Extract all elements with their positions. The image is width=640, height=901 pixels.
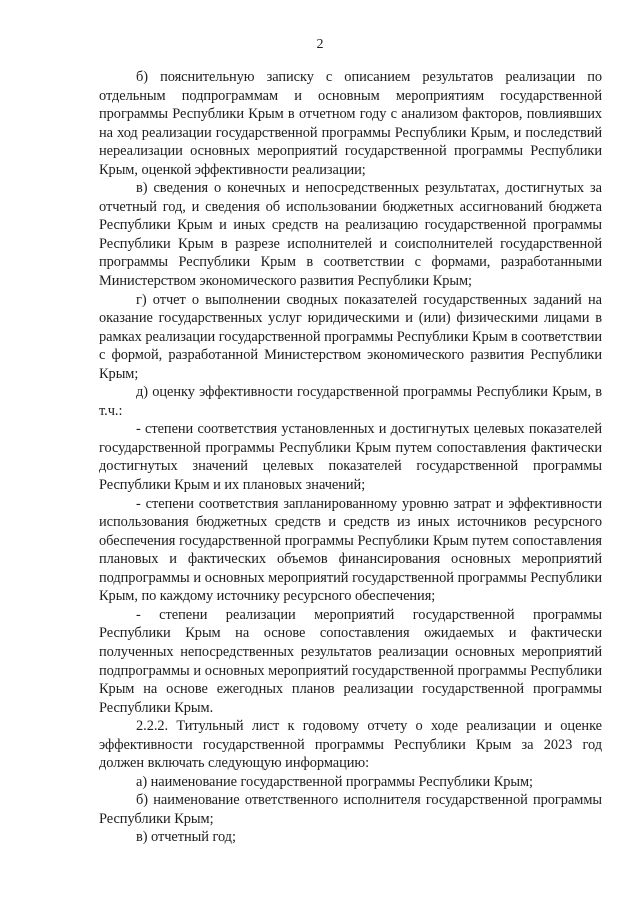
list-item-responsible-executor: б) наименование ответственного исполнителя государственной программы Республики Крым;: [99, 792, 602, 827]
list-item-reporting-year: в) отчетный год;: [136, 829, 236, 846]
paragraph-section-2-2-2: 2.2.2. Титульный лист к годовому отчету о ходе реализации и оценке эффективности государственной программы Республики Крым за 2023 год должен включать следующую информацию:: [99, 718, 602, 772]
document-body: [99, 68, 602, 847]
paragraph-results-info: в) сведения о конечных и непосредственных результатах, достигнутых за отчетный год, и сведения об использовании бюджетных ассигнований бюджета Республики Крым и иных средств на реализацию государственной программы Республики Крым в разрезе исполнителей и соисполнителей государственной программы Республики Крым в соответствии с формами, разработанными Министерством экономического развития Республики Крым;: [99, 180, 602, 290]
list-item-cost-efficiency: - степени соответствия запланированному уровню затрат и эффективности использования бюджетных средств и средств из иных источников ресурсного обеспечения государственной программы Республики Крым путем сопоставления плановых и фактических объемов финансирования основных мероприятий подпрограммы и основных мероприятий государственной программы Республики Крым, по каждому источнику ресурсного обеспечения;: [99, 495, 602, 605]
paragraph-state-tasks-report: г) отчет о выполнении сводных показателей государственных заданий на оказание государственных услуг юридическими и (или) физическими лицами в рамках реализации государственной программы Республики Крым в соответствии с формой, разработанной Министерством экономического развития Республики Крым;: [99, 291, 602, 382]
list-item-program-name: а) наименование государственной программы Республики Крым;: [136, 773, 534, 790]
page-number: 2: [316, 37, 324, 52]
paragraph-efficiency-assessment: д) оценку эффективности государственной программы Республики Крым, в т.ч.:: [99, 384, 602, 419]
list-item-implementation-degree: - степени реализации мероприятий государственной программы Республики Крым на основе сопоставления ожидаемых и фактически полученных непосредственных результатов реализации основных мероприятий подпрограммы и основных мероприятий государственной программы Республики Крым на основе ежегодных планов реализации государственной программы Республики Крым.: [99, 606, 602, 716]
paragraph-explanatory-note: б) пояснительную записку с описанием результатов реализации по отдельным подпрограммам и основным мероприятиям государственной программы Республики Крым в отчетном году с анализом факторов, повлиявших на ход реализации государственной программы Республики Крым, и последствий нереализации основных мероприятий государственной программы Республики Крым, оценкой эффективности реализации;: [99, 69, 602, 178]
list-item-target-indicators: - степени соответствия установленных и достигнутых целевых показателей государственной программы Республики Крым путем сопоставления фактически достигнутых значений целевых показателей государственной программы Республики Крым и их плановых значений;: [99, 421, 602, 494]
